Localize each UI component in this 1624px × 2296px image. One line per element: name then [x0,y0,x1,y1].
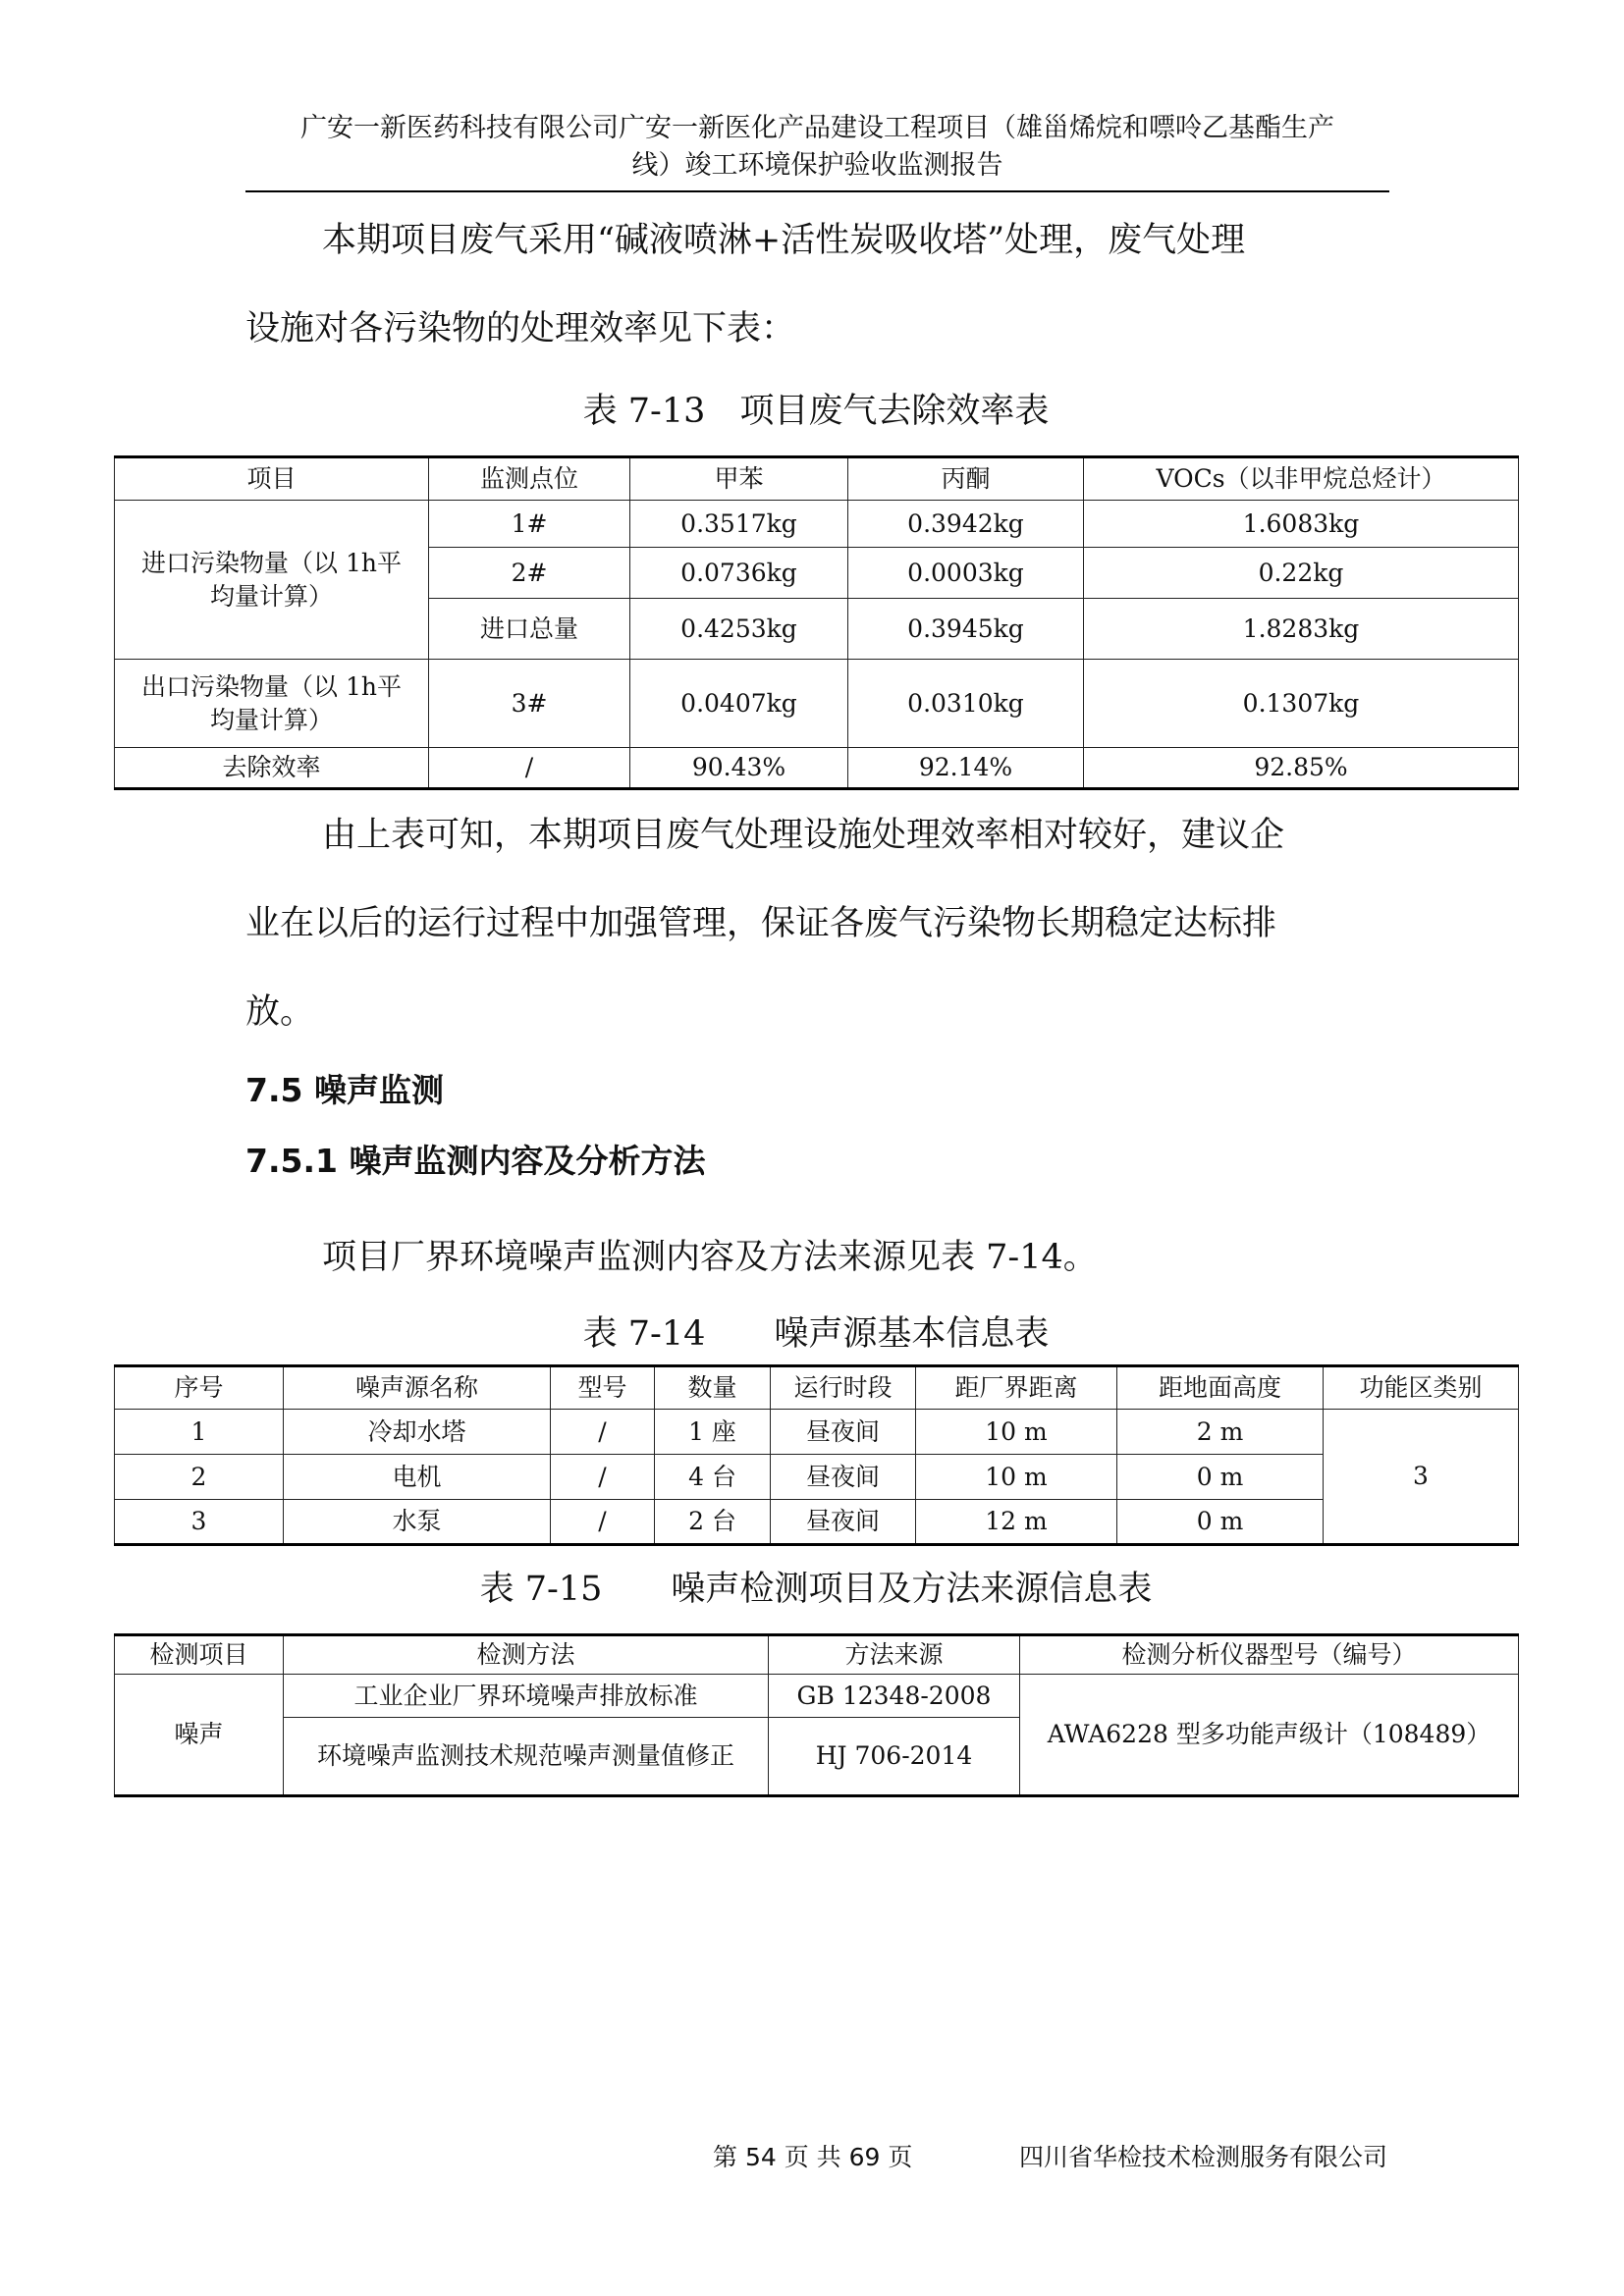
cell: 1.6083kg [1084,501,1519,548]
header-divider [245,190,1389,192]
header-cell: 丙酮 [848,457,1084,501]
item-cell: 噪声 [115,1675,284,1796]
cell: 昼夜间 [771,1500,916,1545]
cell: 0.4253kg [630,599,848,660]
table-header-row [115,1635,1519,1675]
header-cell: 型号 [551,1366,655,1410]
conclusion-line-2: 业在以后的运行过程中加强管理，保证各废气污染物长期稳定达标排 [245,904,1277,943]
header-cell: 方法来源 [769,1635,1020,1675]
cell: 10 m [916,1455,1117,1500]
cell: 1 [115,1410,284,1455]
cell: 3# [429,660,630,748]
cell: 2 [115,1455,284,1500]
cell: 冷却水塔 [284,1410,551,1455]
table-row [115,1410,1519,1455]
table-7-15 [114,1633,1519,1797]
header-cell: 甲苯 [630,457,848,501]
cell: 0 m [1117,1500,1324,1545]
footer-company: 四川省华检技术检测服务有限公司 [1019,2143,1388,2171]
header-cell: VOCs（以非甲烷总烃计） [1084,457,1519,501]
cell: 0.22kg [1084,548,1519,599]
cell: 4 台 [655,1455,771,1500]
cell: 0.1307kg [1084,660,1519,748]
cell: 3 [115,1500,284,1545]
table-7-14-caption: 表 7-14 噪声源基本信息表 [582,1314,1050,1354]
header-cell: 项目 [115,457,429,501]
cell: 0.3942kg [848,501,1084,548]
cell: 90.43% [630,748,848,789]
cell: GB 12348-2008 [769,1675,1020,1718]
header-cell: 监测点位 [429,457,630,501]
table-row [115,1455,1519,1500]
header-cell: 检测方法 [284,1635,769,1675]
cell: 水泵 [284,1500,551,1545]
outlet-label: 出口污染物量（以 1h平均量计算） [115,660,429,748]
cell: 92.85% [1084,748,1519,789]
header-cell: 数量 [655,1366,771,1410]
cell: / [551,1410,655,1455]
cell: 昼夜间 [771,1455,916,1500]
header-cell: 运行时段 [771,1366,916,1410]
noise-intro-text: 项目厂界环境噪声监测内容及方法来源见表 7-14。 [322,1238,1098,1277]
table-header-row [115,457,1519,501]
cell: 92.14% [848,748,1084,789]
cell: / [551,1500,655,1545]
cell: 昼夜间 [771,1410,916,1455]
table-row [115,1500,1519,1545]
cell: 2 m [1117,1410,1324,1455]
table-7-15-caption: 表 7-15 噪声检测项目及方法来源信息表 [479,1570,1153,1609]
header-cell: 序号 [115,1366,284,1410]
table-7-13 [114,455,1519,790]
header-cell: 距地面高度 [1117,1366,1324,1410]
table-7-13-caption: 表 7-13 项目废气去除效率表 [582,392,1050,431]
cell: 进口总量 [429,599,630,660]
table-row [115,660,1519,748]
cell: 0.0736kg [630,548,848,599]
zone-cell: 3 [1324,1410,1519,1545]
cell: / [429,748,630,789]
conclusion-paragraph [245,791,1394,1056]
cell: 1# [429,501,630,548]
cell: 0.3945kg [848,599,1084,660]
table-header-row [115,1366,1519,1410]
header-cell: 检测分析仪器型号（编号） [1020,1635,1519,1675]
cell: 0.3517kg [630,501,848,548]
report-header [245,110,1389,185]
cell: 12 m [916,1500,1117,1545]
cell: 工业企业厂界环境噪声排放标准 [284,1675,769,1718]
table-row [115,748,1519,789]
noise-intro-paragraph [245,1213,1394,1302]
cell: 去除效率 [115,748,429,789]
header-cell: 噪声源名称 [284,1366,551,1410]
cell: 0.0310kg [848,660,1084,748]
intro-line-2: 设施对各污染物的处理效率见下表： [245,309,796,348]
page-number: 第 54 页 共 69 页 [713,2143,913,2171]
header-cell: 检测项目 [115,1635,284,1675]
header-cell: 距厂界距离 [916,1366,1117,1410]
intro-paragraph [245,196,1394,373]
conclusion-line-3: 放。 [245,992,315,1032]
cell: 1 座 [655,1410,771,1455]
cell: 1.8283kg [1084,599,1519,660]
section-heading-7-5: 7.5 噪声监测 [245,1071,444,1109]
header-line-1: 广安一新医药科技有限公司广安一新医化产品建设工程项目（雄甾烯烷和嘌呤乙基酯生产 [300,113,1334,143]
instrument-cell: AWA6228 型多功能声级计（108489） [1020,1675,1519,1796]
cell: 0 m [1117,1455,1324,1500]
cell: 环境噪声监测技术规范噪声测量值修正 [284,1718,769,1796]
conclusion-line-1: 由上表可知，本期项目废气处理设施处理效率相对较好，建议企 [322,816,1285,855]
header-line-2: 线）竣工环境保护验收监测报告 [631,150,1003,181]
cell: 10 m [916,1410,1117,1455]
table-7-14 [114,1364,1519,1546]
inlet-label: 进口污染物量（以 1h平均量计算） [115,501,429,660]
cell: 2# [429,548,630,599]
cell: 电机 [284,1455,551,1500]
header-cell: 功能区类别 [1324,1366,1519,1410]
cell: HJ 706-2014 [769,1718,1020,1796]
intro-line-1: 本期项目废气采用“碱液喷淋+活性炭吸收塔”处理，废气处理 [322,221,1246,260]
cell: 0.0003kg [848,548,1084,599]
table-row [115,501,1519,548]
section-heading-7-5-1: 7.5.1 噪声监测内容及分析方法 [245,1142,706,1180]
cell: / [551,1455,655,1500]
cell: 0.0407kg [630,660,848,748]
table-row [115,1675,1519,1718]
cell: 2 台 [655,1500,771,1545]
